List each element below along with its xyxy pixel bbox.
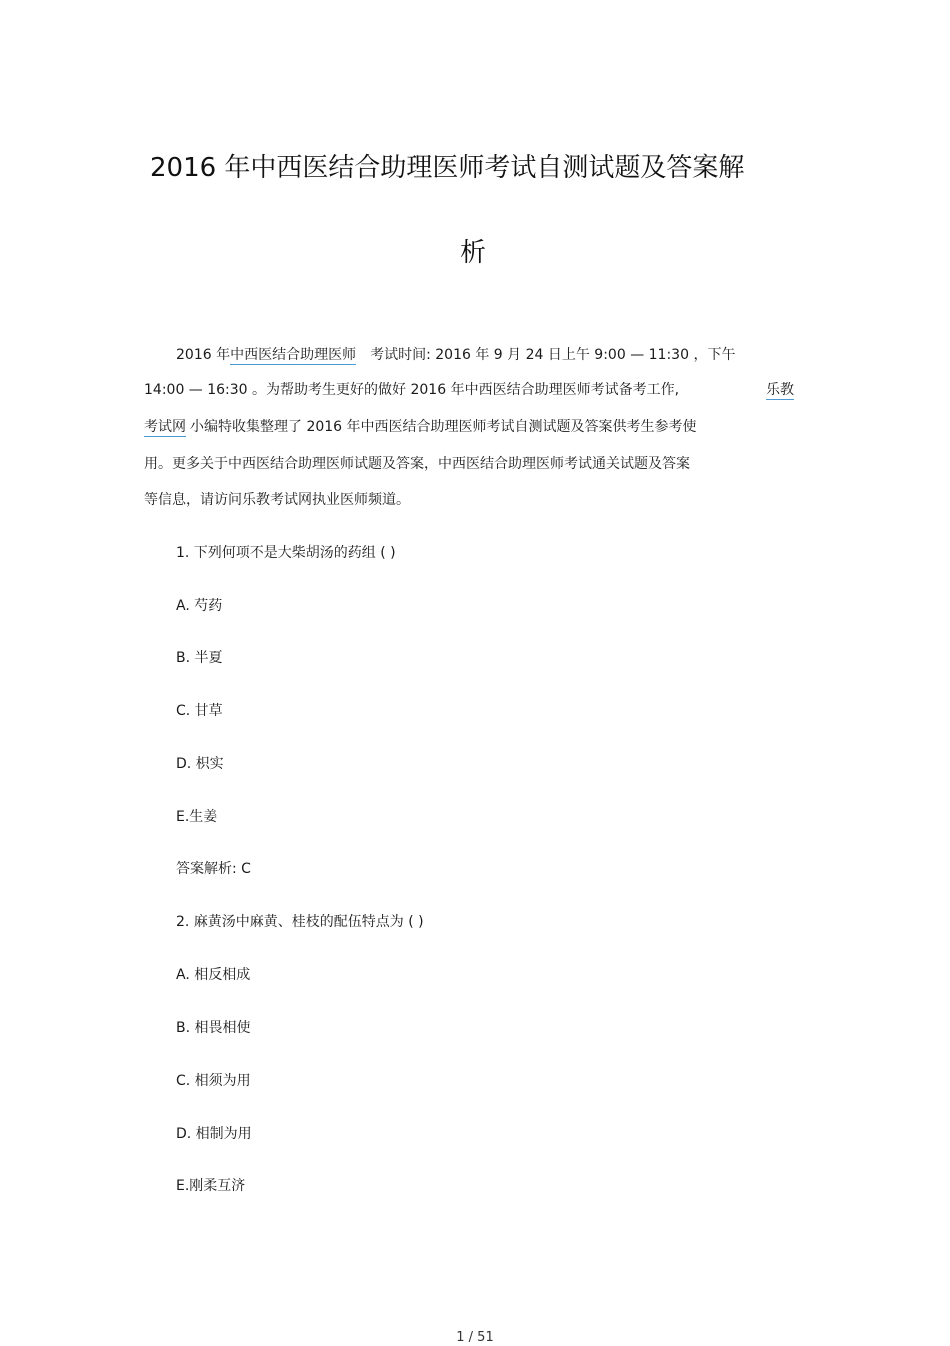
answer-analysis: 答案解析: C <box>176 861 251 877</box>
option-c: C. 甘草 <box>176 703 223 719</box>
intro-text: 考试时间: 2016 年 9 月 24 日上午 9:00 — 11:30 ，下午 <box>370 347 736 363</box>
intro-line-4: 用。更多关于中西医结合助理医师试题及答案，中西医结合助理医师考试通关试题及答案 <box>144 456 690 472</box>
option-a: A. 芍药 <box>176 598 223 614</box>
intro-text: 小编特收集整理了 2016 年中西医结合助理医师考试自测试题及答案供考生参考使 <box>190 419 697 435</box>
option-b: B. 半夏 <box>176 650 223 666</box>
option-e: E.刚柔互济 <box>176 1178 246 1194</box>
page-indicator: 1 / 51 <box>456 1330 494 1345</box>
intro-line-2-link <box>766 381 794 399</box>
intro-text: 14:00 — 16:30 。为帮助考生更好的做好 2016 年中西医结合助理医师考试备考工作, <box>144 382 680 398</box>
option-c: C. 相须为用 <box>176 1073 251 1089</box>
lejiao-link-part2[interactable]: 考试网 <box>144 419 186 435</box>
intro-line-2 <box>144 381 679 399</box>
option-d: D. 相制为用 <box>176 1126 252 1142</box>
option-a: A. 相反相成 <box>176 967 251 983</box>
option-b: B. 相畏相使 <box>176 1020 251 1036</box>
intro-line-3 <box>144 418 697 436</box>
intro-line-1 <box>176 346 735 364</box>
option-d: D. 枳实 <box>176 756 224 772</box>
question-stem: 1. 下列何项不是大柴胡汤的药组 ( ) <box>176 545 396 561</box>
document-title-line-1: 2016 年中西医结合助理医师考试自测试题及答案解 <box>150 153 745 183</box>
document-title-line-2: 析 <box>460 238 487 268</box>
exam-name-link[interactable]: 中西医结合助理医师 <box>230 347 357 363</box>
intro-text: 2016 年 <box>176 347 231 363</box>
lejiao-link-part1[interactable]: 乐教 <box>766 382 794 398</box>
question-stem: 2. 麻黄汤中麻黄、桂枝的配伍特点为 ( ) <box>176 914 424 930</box>
option-e: E.生姜 <box>176 809 218 825</box>
intro-line-5: 等信息，请访问乐教考试网执业医师频道。 <box>144 492 410 508</box>
